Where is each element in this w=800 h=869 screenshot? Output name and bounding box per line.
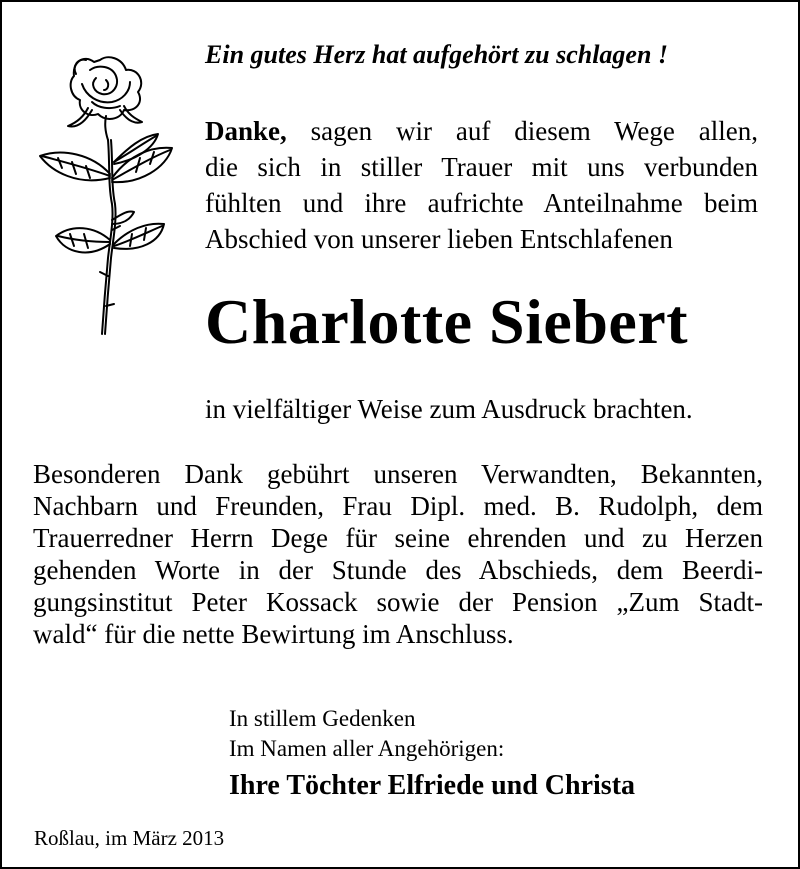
rose-icon — [32, 44, 194, 344]
thanks-lead: Danke, — [205, 116, 287, 146]
special-thanks-line: gehenden Worte in der Stunde des Abschieds, dem Beerdi- — [33, 555, 763, 585]
special-thanks-line: Trauerredner Herrn Dege für seine ehrenden und zu Herzen — [33, 523, 763, 553]
special-thanks-line: gungsinstitut Peter Kossack sowie der Pension „Zum Stadt- — [33, 587, 763, 617]
closing-line-1: In stillem Gedenken — [229, 706, 416, 731]
headline: Ein gutes Herz hat aufgehört zu schlagen ! — [205, 40, 669, 69]
special-thanks-line: wald“ für die nette Bewirtung im Anschluss. — [33, 619, 514, 649]
special-thanks-line: Besonderen Dank gebührt unseren Verwandten, Bekannten, — [33, 459, 763, 489]
place-date: Roßlau, im März 2013 — [34, 826, 225, 850]
closing-block — [229, 704, 504, 764]
thanks-line-1 — [205, 113, 758, 149]
signed-by: Ihre Töchter Elfriede und Christa — [229, 770, 636, 801]
deceased-name: Charlotte Siebert — [205, 286, 689, 357]
thanks-line-1-text: sagen wir auf diesem Wege allen, — [286, 116, 758, 146]
closing-line-2: Im Namen aller Angehörigen: — [229, 736, 505, 761]
special-thanks-paragraph — [33, 458, 763, 650]
expression-line: in vielfältiger Weise zum Ausdruck brachten. — [205, 394, 693, 424]
thanks-line-3: fühlten und ihre aufrichte Anteilnahme beim — [205, 188, 758, 218]
thanks-line-4: Abschied von unserer lieben Entschlafenen — [205, 224, 673, 254]
thanks-paragraph — [205, 113, 758, 257]
special-thanks-line: Nachbarn und Freunden, Frau Dipl. med. B. Rudolph, dem — [33, 491, 763, 521]
thanks-line-2: die sich in stiller Trauer mit uns verbunden — [205, 152, 758, 182]
